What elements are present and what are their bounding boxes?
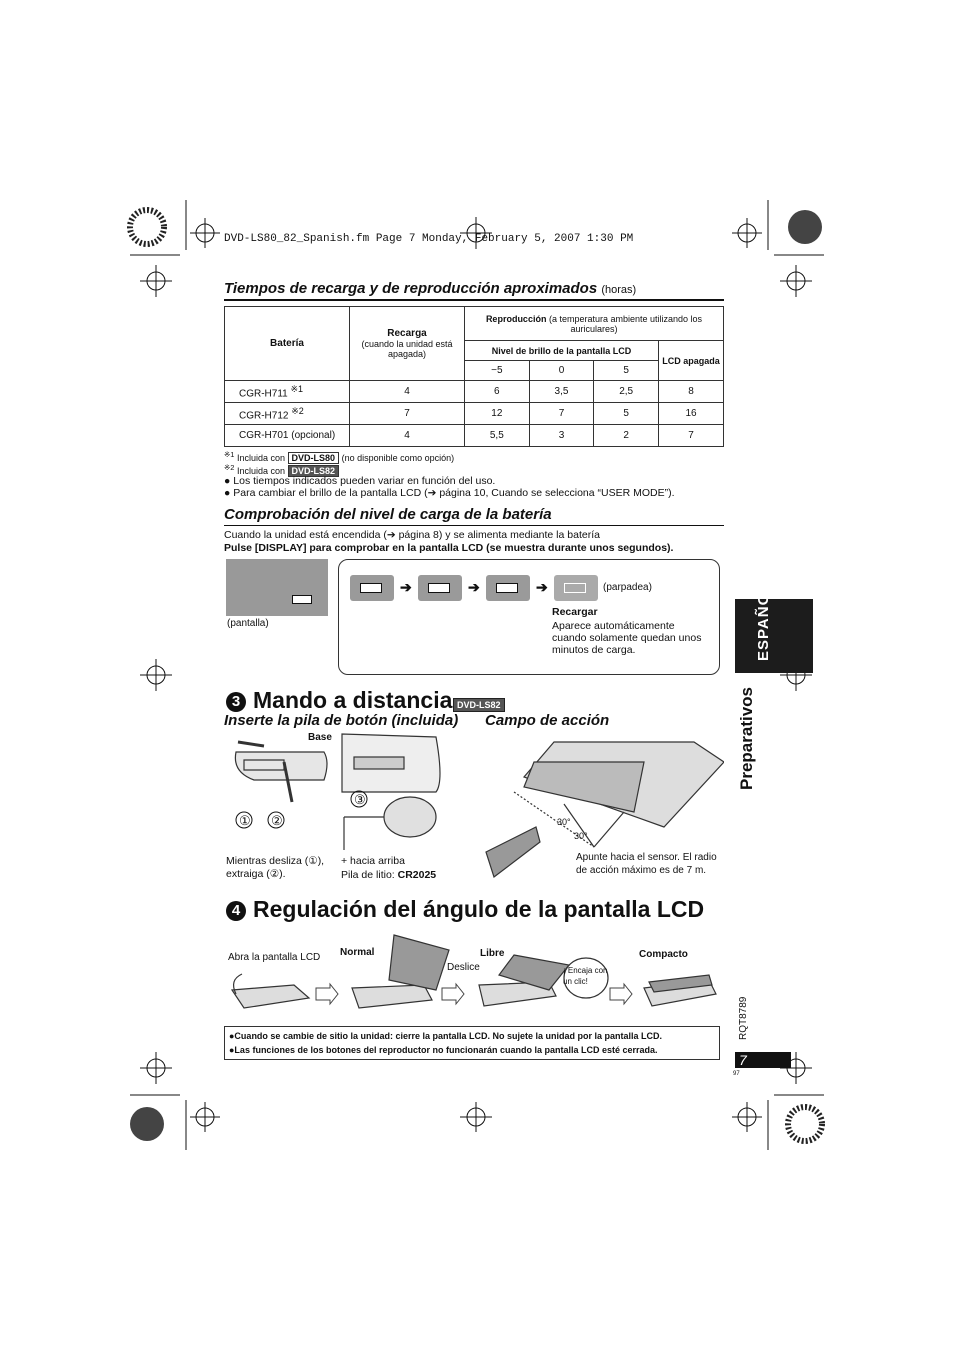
table-cell: 7 (350, 403, 465, 425)
operating-range-title: Campo de acción (485, 712, 610, 729)
table-row (225, 403, 724, 425)
battery-time-table (224, 306, 724, 447)
battery-check-line1: Cuando la unidad está encendida (➔ página 8) y se alimenta mediante la batería (224, 529, 600, 541)
table-cell: 5,5 (465, 425, 530, 447)
screen-label: (pantalla) (227, 618, 269, 629)
step-1-label: ① (239, 813, 251, 828)
battery-one-third-icon (486, 575, 530, 601)
battery-cell (225, 425, 350, 447)
battery-cell (225, 403, 350, 425)
warning-line: ●Cuando se cambie de sitio la unidad: cierre la pantalla LCD. No sujete la unidad por la pantalla LCD. (229, 1031, 663, 1041)
table-cell: 12 (465, 403, 530, 425)
lcd-angle-title: Regulación del ángulo de la pantalla LCD (253, 896, 705, 922)
section-rule (224, 525, 724, 526)
brightness-level: 5 (594, 361, 659, 381)
battery-orientation: + hacia arriba (341, 855, 405, 867)
battery-model: CGR-H711 (239, 388, 288, 400)
battery-full-icon (350, 575, 394, 601)
header-playback-label: Reproducción (485, 313, 547, 324)
click-label-line: ¡ Encaja con (563, 966, 608, 975)
table-cell: 2,5 (594, 381, 659, 403)
model-tag: DVD-LS82 (453, 698, 505, 712)
warning-box (224, 1026, 720, 1060)
header-recharge-label: Recarga (387, 328, 427, 339)
header-playback-note: (a temperatura ambiente utilizando los auriculares) (548, 313, 703, 334)
battery-model: CGR-H701 (opcional) (239, 430, 336, 441)
footnote-mark: ※1 (224, 450, 235, 459)
insert-caption-line: Mientras desliza (①), (226, 855, 325, 867)
open-lcd-label: Abra la pantalla LCD (228, 952, 321, 963)
page-small-number: 97 (733, 1071, 740, 1077)
file-header: DVD-LS80_82_Spanish.fm Page 7 Monday, February 5, 2007 1:30 PM (224, 233, 634, 245)
header-battery: Batería (225, 307, 350, 381)
footnote-after: (no disponible como opción) (341, 453, 455, 463)
table-cell: 4 (350, 381, 465, 403)
angle-label: 30° (557, 817, 571, 827)
battery-empty-blinking-icon (554, 575, 598, 601)
warning-line: ●Las funciones de los botones del reproductor no funcionarán cuando la pantalla LCD esté cerrada. (229, 1045, 658, 1055)
range-caption-line: de acción máximo es de 7 m. (576, 865, 707, 876)
step-2-label: ② (271, 813, 283, 828)
normal-label: Normal (340, 947, 375, 958)
table-cell: 3,5 (529, 381, 594, 403)
section-side-label: Preparativos (737, 687, 756, 790)
lcd-angle-illustrations (224, 930, 724, 1020)
section-number-4: 4 (226, 901, 246, 921)
header-playback (465, 307, 724, 341)
base-label: Base (308, 732, 332, 743)
section-number-3: 3 (226, 692, 246, 712)
blink-label: (parpadea) (603, 582, 652, 593)
table-cell: 16 (659, 403, 724, 425)
table-cell: 7 (529, 403, 594, 425)
remote-control-title: Mando a distancia (253, 687, 453, 713)
doc-code: RQT8789 (738, 996, 749, 1040)
recharge-text-line: cuando solamente quedan unos (552, 632, 702, 644)
header-recharge-note: (cuando la unidad está apagada) (361, 339, 453, 359)
section-recharge-unit: (horas) (601, 284, 637, 296)
table-row (225, 381, 724, 403)
arrow-icon: ➔ (468, 579, 480, 595)
battery-type-model: CR2025 (397, 869, 437, 881)
arrow-icon: ➔ (536, 579, 548, 595)
recharge-title: Recargar (552, 606, 598, 618)
footnote-text: Incluida con (236, 453, 286, 463)
table-cell: 8 (659, 381, 724, 403)
click-label-line: un clic! (563, 977, 588, 986)
arrow-icon: ➔ (400, 579, 412, 595)
table-cell: 5 (594, 403, 659, 425)
section-rule (224, 299, 724, 301)
battery-check-line2: Pulse [DISPLAY] para comprobar en la pantalla LCD (se muestra durante unos segundos). (224, 542, 674, 554)
battery-model: CGR-H712 (239, 410, 289, 422)
table-cell: 6 (465, 381, 530, 403)
battery-cell (225, 381, 350, 403)
range-caption-line: Apunte hacia el sensor. El radio (576, 852, 717, 863)
header-brightness: Nivel de brillo de la pantalla LCD (465, 341, 659, 361)
header-lcd-off: LCD apagada (659, 341, 724, 381)
table-cell: 3 (529, 425, 594, 447)
insert-battery-title: Inserte la pila de botón (incluida) (224, 712, 459, 729)
language-tab-label: ESPAÑOL (755, 582, 772, 661)
battery-type-label: Pila de litio: (341, 869, 395, 881)
insert-caption-line: extraiga (②). (226, 868, 286, 880)
model-tag: DVD-LS82 (288, 465, 340, 477)
bullet-note: ● Para cambiar el brillo de la pantalla LCD (➔ página 10, Cuando se selecciona “USER MODE”). (224, 487, 675, 499)
slide-label: Deslice (447, 962, 480, 973)
step-3-label: ③ (354, 792, 366, 807)
page-number: 7 (735, 1052, 791, 1068)
screen-preview (226, 559, 328, 616)
compact-label: Compacto (639, 949, 688, 960)
footnote-mark: ※1 (290, 383, 304, 394)
footnote-text: Incluida con (236, 466, 286, 476)
free-label: Libre (480, 948, 505, 959)
footnote-1 (224, 450, 454, 464)
header-recharge (350, 307, 465, 381)
footnote-mark: ※2 (291, 405, 304, 416)
battery-two-thirds-icon (418, 575, 462, 601)
battery-icon (292, 595, 312, 604)
section-recharge-title-text: Tiempos de recarga y de reproducción aproximados (224, 280, 598, 297)
section-recharge-title (224, 280, 636, 297)
angle-label: 30° (574, 831, 588, 841)
table-cell: 4 (350, 425, 465, 447)
table-cell: 2 (594, 425, 659, 447)
recharge-text-line: minutos de carga. (552, 644, 636, 656)
battery-type (341, 869, 436, 881)
section-battery-check-title: Comprobación del nivel de carga de la batería (224, 506, 552, 523)
model-tag: DVD-LS80 (288, 452, 340, 464)
recharge-text-line: Aparece automáticamente (552, 620, 675, 632)
table-cell: 7 (659, 425, 724, 447)
footnote-mark: ※2 (224, 463, 235, 472)
language-tab (735, 582, 813, 673)
brightness-level: 0 (529, 361, 594, 381)
bullet-note: ● Los tiempos indicados pueden variar en función del uso. (224, 475, 496, 487)
brightness-level: −5 (465, 361, 530, 381)
table-row (225, 425, 724, 447)
